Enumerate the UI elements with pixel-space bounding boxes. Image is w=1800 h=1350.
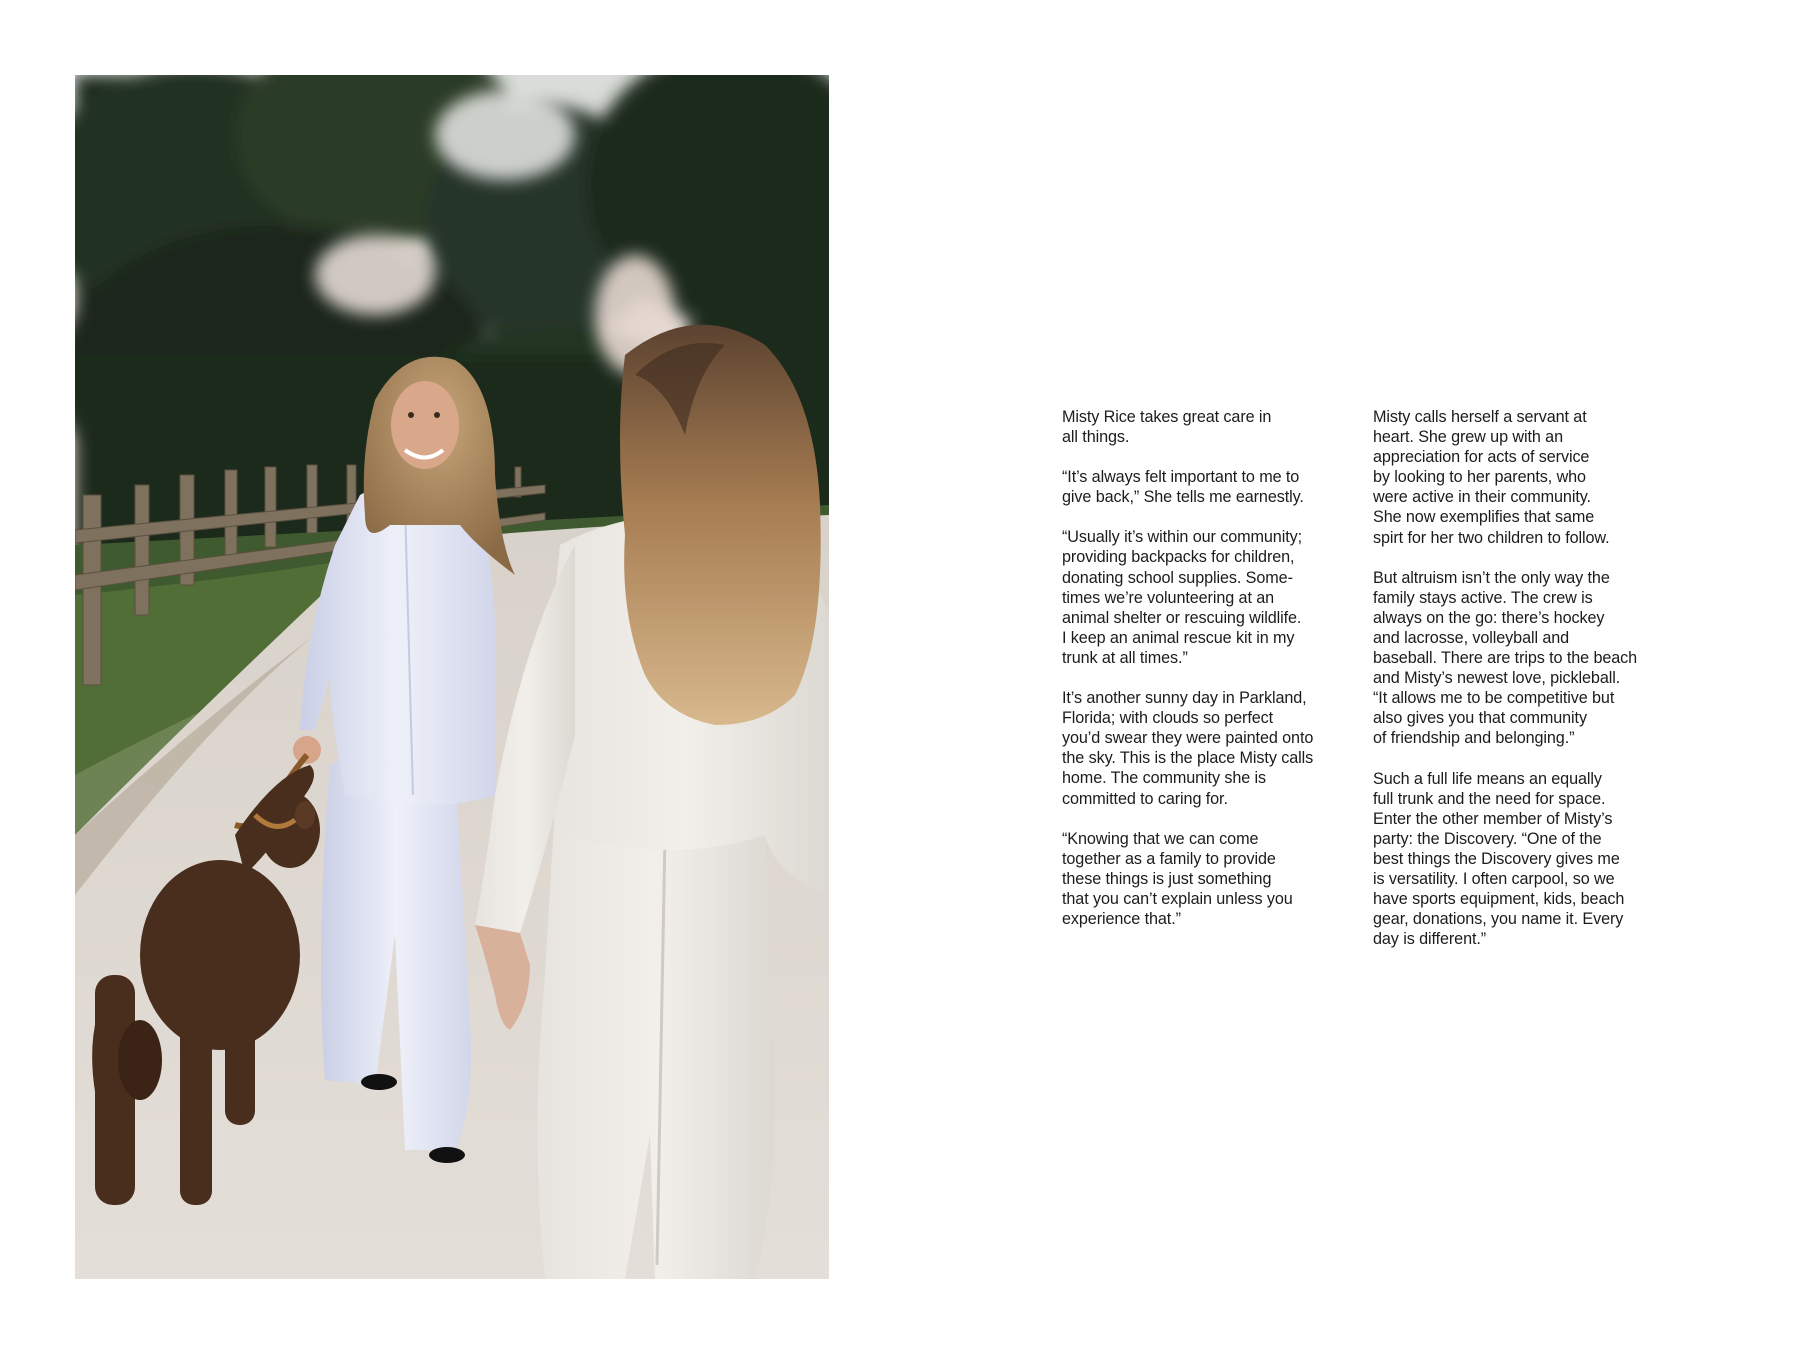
paragraph: “It’s always felt important to me to give back,” She tells me earnestly.: [1062, 468, 1304, 507]
article-column-left: [1062, 407, 1352, 949]
paragraph: Such a full life means an equally full trunk and the need for space. Enter the other member of Misty’s party: the Discovery. “One of the best things the Discovery gives me is versatility. I often carpool, so we have sports equipment, kids, beach gear, donations, you name it. Every day is different.”: [1373, 769, 1625, 949]
article-body: [1062, 407, 1662, 967]
paragraph: “Knowing that we can come together as a family to provide these things is just something that you can’t explain unless you experience that.”: [1062, 829, 1293, 928]
paragraph: Misty calls herself a servant at heart. She grew up with an appreciation for acts of service by looking to her parents, who were active in their community. She now exemplifies that same spirt for her two children to follow.: [1373, 408, 1610, 547]
paragraph: Misty Rice takes great care in all things.: [1062, 408, 1272, 447]
photo-woman-walking-dog-icon: [75, 75, 829, 1279]
article-photo: [75, 75, 829, 1279]
paragraph: But altruism isn’t the only way the family stays active. The crew is always on the go: there’s hockey and lacrosse, volleyball and baseball. There are trips to the beach and Misty’s newest love, pickleball. “It allows me to be competitive but also gives you that community of friendship and belonging.”: [1373, 568, 1638, 748]
article-column-right: [1373, 407, 1663, 969]
paragraph: “Usually it’s within our community; providing backpacks for children, donating school supplies. Some- times we’re volunteering at an animal shelter or rescuing wildlife. I keep an animal rescue kit in my trunk at all times.”: [1062, 528, 1302, 667]
paragraph: It’s another sunny day in Parkland, Florida; with clouds so perfect you’d swear they were painted onto the sky. This is the place Misty calls home. The community she is committed to caring for.: [1062, 689, 1314, 808]
